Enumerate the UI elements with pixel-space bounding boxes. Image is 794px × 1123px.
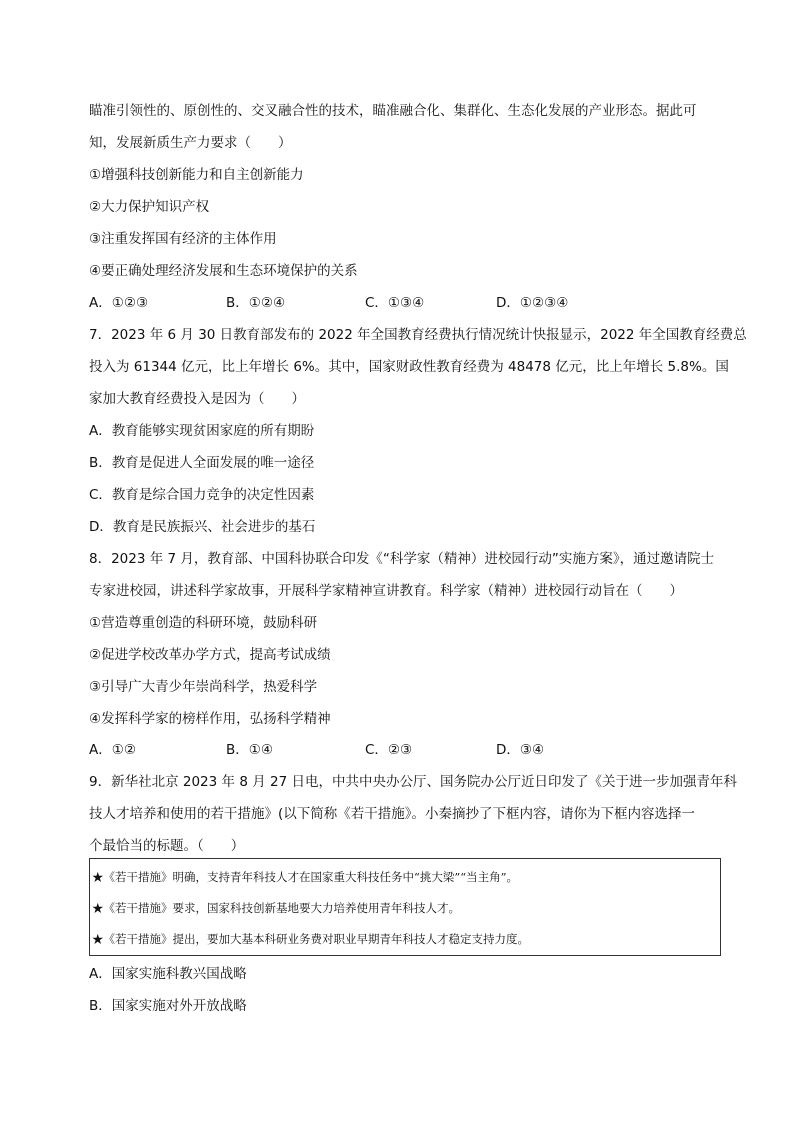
q8-stem-line-1: 8．2023 年 7 月，教育部、中国科协联合印发《“科学家（精神）进校园行动”实施方案》，通过邀请院士 xyxy=(89,551,715,567)
q8-option-d[interactable]: D．③④ xyxy=(496,742,545,758)
q9-box-line-1: ★《若干措施》明确，支持青年科技人才在国家重大科技任务中“挑大梁”“当主角”。 xyxy=(92,870,519,884)
q7-option-d[interactable]: D．教育是民族振兴、社会进步的基石 xyxy=(89,519,316,535)
q6-statement-1: ①增强科技创新能力和自主创新能力 xyxy=(89,167,304,183)
q7-option-c[interactable]: C．教育是综合国力竞争的决定性因素 xyxy=(89,487,315,503)
q8-statement-1: ①营造尊重创造的科研环境，鼓励科研 xyxy=(89,615,318,631)
q9-stem-line-3: 个最恰当的标题。（ ） xyxy=(89,838,245,854)
q9-excerpt-box xyxy=(89,858,721,956)
q8-option-b[interactable]: B．①④ xyxy=(226,742,273,758)
q6-statement-4: ④要正确处理经济发展和生态环境保护的关系 xyxy=(89,263,358,279)
q8-statement-3: ③引导广大青少年崇尚科学，热爱科学 xyxy=(89,679,318,695)
q6-stem-line-1: 瞄准引领性的、原创性的、交叉融合性的技术，瞄准融合化、集群化、生态化发展的产业形态。据此可 xyxy=(89,103,697,119)
q9-stem-line-1: 9．新华社北京 2023 年 8 月 27 日电，中共中央办公厅、国务院办公厅近日印发了《关于进一步加强青年科 xyxy=(89,774,737,790)
q6-option-c[interactable]: C．①③④ xyxy=(365,295,425,311)
q7-option-a[interactable]: A．教育能够实现贫困家庭的所有期盼 xyxy=(89,423,315,439)
q7-option-b[interactable]: B．教育是促进人全面发展的唯一途径 xyxy=(89,455,315,471)
q9-stem-line-2: 技人才培养和使用的若干措施》(以下简称《若干措施》。小秦摘抄了下框内容，请你为下框内容选择一 xyxy=(89,806,696,822)
q6-option-b[interactable]: B．①②④ xyxy=(226,295,286,311)
q6-option-a[interactable]: A．①②③ xyxy=(89,295,149,311)
q7-stem-line-1: 7．2023 年 6 月 30 日教育部发布的 2022 年全国教育经费执行情况统计快报显示，2022 年全国教育经费总 xyxy=(89,327,747,343)
q8-statement-4: ④发挥科学家的榜样作用，弘扬科学精神 xyxy=(89,711,331,727)
q8-option-c[interactable]: C．②③ xyxy=(365,742,413,758)
q9-option-a[interactable]: A．国家实施科教兴国战略 xyxy=(89,966,247,982)
q7-stem-line-3: 家加大教育经费投入是因为（ ） xyxy=(89,391,305,407)
q9-box-line-3: ★《若干措施》提出，要加大基本科研业务费对职业早期青年科技人才稳定支持力度。 xyxy=(92,932,529,946)
q9-box-line-2: ★《若干措施》要求，国家科技创新基地要大力培养使用青年科技人才。 xyxy=(92,901,460,915)
q8-option-a[interactable]: A．①② xyxy=(89,742,136,758)
q6-stem-line-2: 知，发展新质生产力要求（ ） xyxy=(89,135,292,151)
q9-option-b[interactable]: B．国家实施对外开放战略 xyxy=(89,998,247,1014)
q6-statement-2: ②大力保护知识产权 xyxy=(89,199,210,215)
q6-option-d[interactable]: D．①②③④ xyxy=(496,295,569,311)
q7-stem-line-2: 投入为 61344 亿元，比上年增长 6%。其中，国家财政性教育经费为 48478 亿元，比上年增长 5.8%。国 xyxy=(89,359,729,375)
q6-statement-3: ③注重发挥国有经济的主体作用 xyxy=(89,231,277,247)
q8-stem-line-2: 专家进校园，讲述科学家故事，开展科学家精神宣讲教育。科学家（精神）进校园行动旨在（ ） xyxy=(89,583,683,599)
q8-statement-2: ②促进学校改革办学方式，提高考试成绩 xyxy=(89,647,331,663)
